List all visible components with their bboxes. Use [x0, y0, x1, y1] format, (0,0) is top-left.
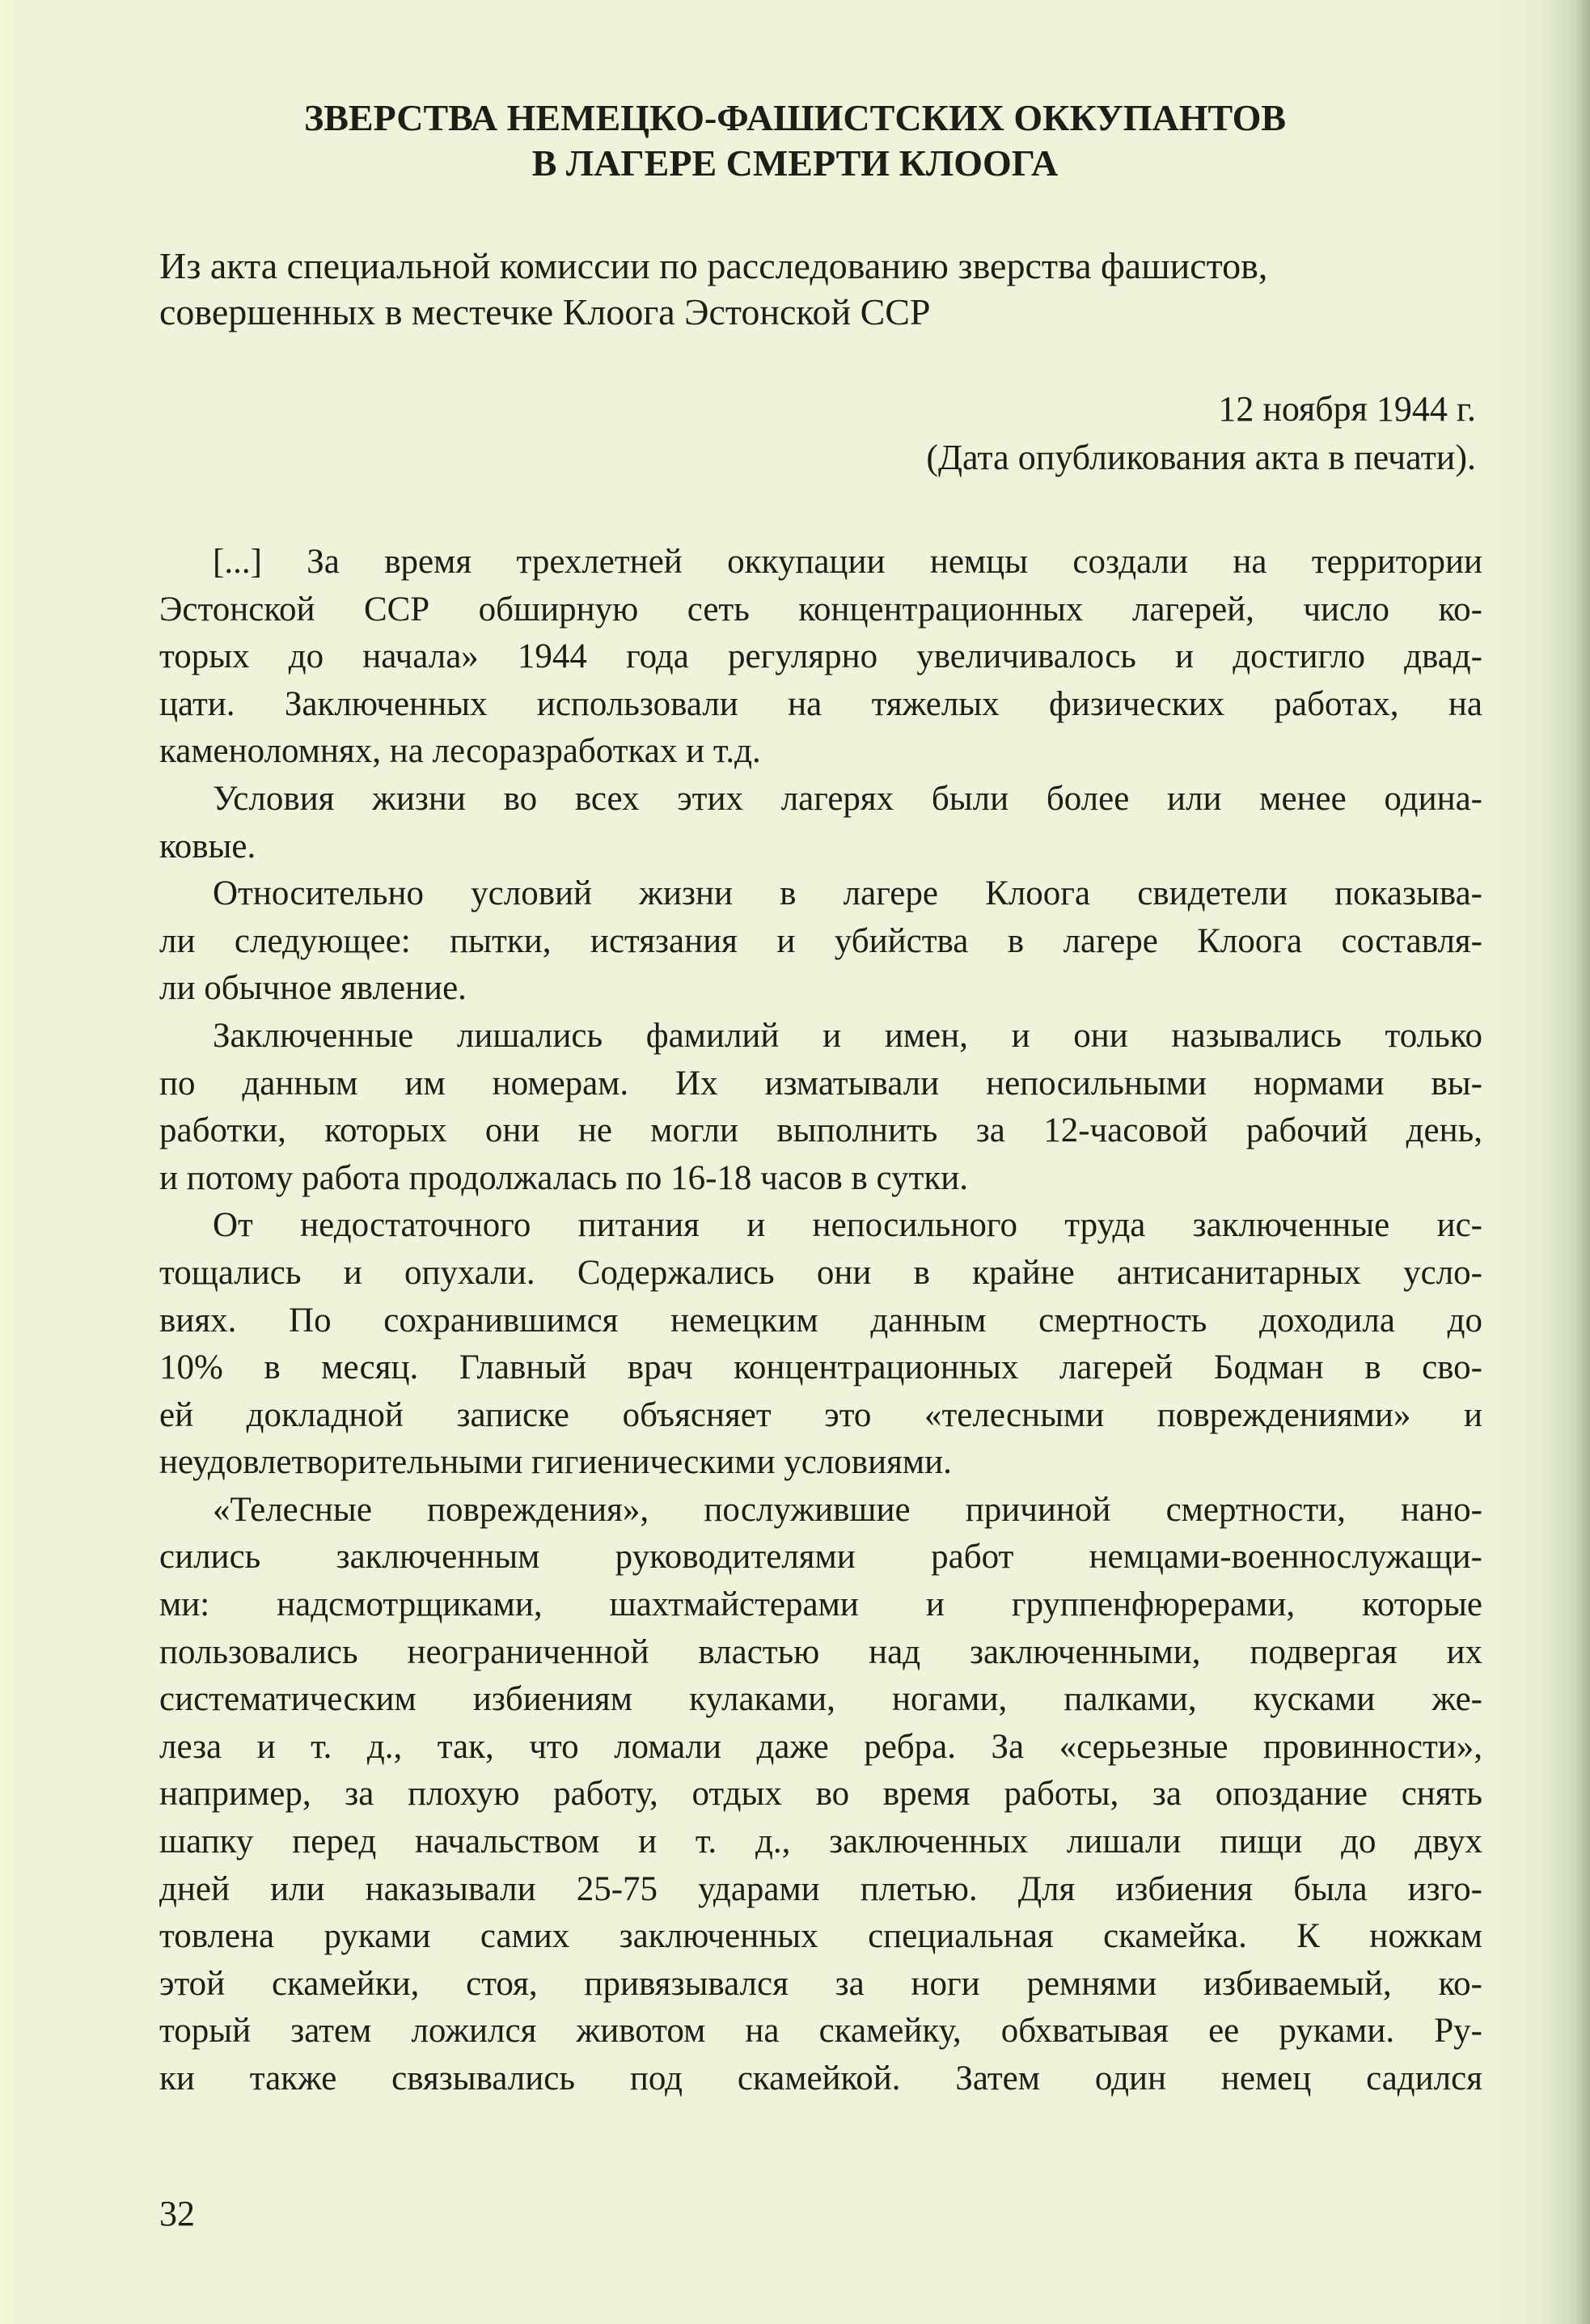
body-line: Заключенные лишались фамилий и имен, и они назывались только	[213, 1016, 1482, 1055]
date-line-2: (Дата опубликования акта в печати).	[926, 438, 1476, 477]
body-line: торый затем ложился животом на скамейку, обхватывая ее руками. Ру-	[159, 2012, 1482, 2051]
body-line: леза и т. д., так, что ломали даже ребра. За «серьезные провинности»,	[159, 1727, 1482, 1766]
body-line: Относительно условий жизни в лагере Клоога свидетели показыва-	[213, 874, 1482, 913]
document-subtitle	[159, 243, 1486, 335]
body-line: «Телесные повреждения», послужившие причиной смертности, нано-	[213, 1490, 1482, 1529]
body-line: работки, которых они не могли выполнить за 12-часовой рабочий день,	[159, 1111, 1482, 1150]
subtitle-line-1: Из акта специальной комиссии по расследованию зверства фашистов,	[159, 245, 1268, 286]
body-text	[159, 539, 1482, 2103]
body-line: ей докладной записке объясняет это «телесными повреждениями» и	[159, 1395, 1482, 1434]
body-line: систематическим избиениям кулаками, ногами, палками, кусками же-	[159, 1680, 1482, 1719]
date-line-1: 12 ноября 1944 г.	[1218, 389, 1476, 429]
body-line: сились заключенным руководителями работ немцами-военнослужащи-	[159, 1538, 1482, 1577]
body-line: Эстонской ССР обширную сеть концентрационных лагерей, число ко-	[159, 590, 1482, 629]
body-line: дней или наказывали 25-75 ударами плетью. Для избиения была изго-	[159, 1869, 1482, 1908]
body-line: каменоломнях, на лесоразработках и т.д.	[159, 732, 761, 771]
body-line: ковые.	[159, 827, 256, 866]
body-line: ли следующее: пытки, истязания и убийства в лагере Клоога составля-	[159, 921, 1482, 960]
body-line: тощались и опухали. Содержались они в крайне антисанитарных усло-	[159, 1253, 1482, 1292]
title-line-1: ЗВЕРСТВА НЕМЕЦКО-ФАШИСТСКИХ ОККУПАНТОВ	[303, 97, 1287, 138]
body-line: Условия жизни во всех этих лагерях были более или менее одина-	[213, 779, 1482, 818]
subtitle-line-2: совершенных в местечке Клоога Эстонской ССР	[159, 291, 931, 332]
publication-date	[926, 385, 1476, 482]
body-line: по данным им номерам. Их изматывали непосильными нормами вы-	[159, 1064, 1482, 1103]
document-title	[0, 95, 1590, 186]
body-line: ли обычное явление.	[159, 969, 467, 1008]
body-line: например, за плохую работу, отдых во время работы, за опоздание снять	[159, 1775, 1482, 1814]
body-line: виях. По сохранившимся немецким данным смертность доходила до	[159, 1301, 1482, 1340]
body-line: шапку перед начальством и т. д., заключенных лишали пищи до двух	[159, 1822, 1482, 1861]
body-line: пользовались неограниченной властью над заключенными, подвергая их	[159, 1632, 1482, 1671]
body-line: [...] За время трехлетней оккупации немцы создали на территории	[213, 543, 1482, 581]
body-line: ки также связывались под скамейкой. Затем один немец садился	[159, 2059, 1482, 2098]
body-line: От недостаточного питания и непосильного труда заключенные ис-	[213, 1206, 1482, 1245]
page-number: 32	[159, 2194, 195, 2233]
body-line: товлена руками самих заключенных специальная скамейка. К ножкам	[159, 1917, 1482, 1956]
body-line: 10% в месяц. Главный врач концентрационных лагерей Бодман в сво-	[159, 1348, 1482, 1387]
title-line-2: В ЛАГЕРЕ СМЕРТИ КЛООГА	[531, 142, 1059, 184]
body-line: и потому работа продолжалась по 16-18 часов в сутки.	[159, 1158, 969, 1197]
body-line: ми: надсмотрщиками, шахтмайстерами и группенфюрерами, которые	[159, 1585, 1482, 1624]
body-line: торых до начала» 1944 года регулярно увеличивалось и достигло двад-	[159, 637, 1482, 676]
body-line: цати. Заключенных использовали на тяжелых физических работах, на	[159, 684, 1482, 723]
body-line: неудовлетворительными гигиеническими условиями.	[159, 1443, 952, 1482]
body-line: этой скамейки, стоя, привязывался за ноги ремнями избиваемый, ко-	[159, 1964, 1482, 2003]
